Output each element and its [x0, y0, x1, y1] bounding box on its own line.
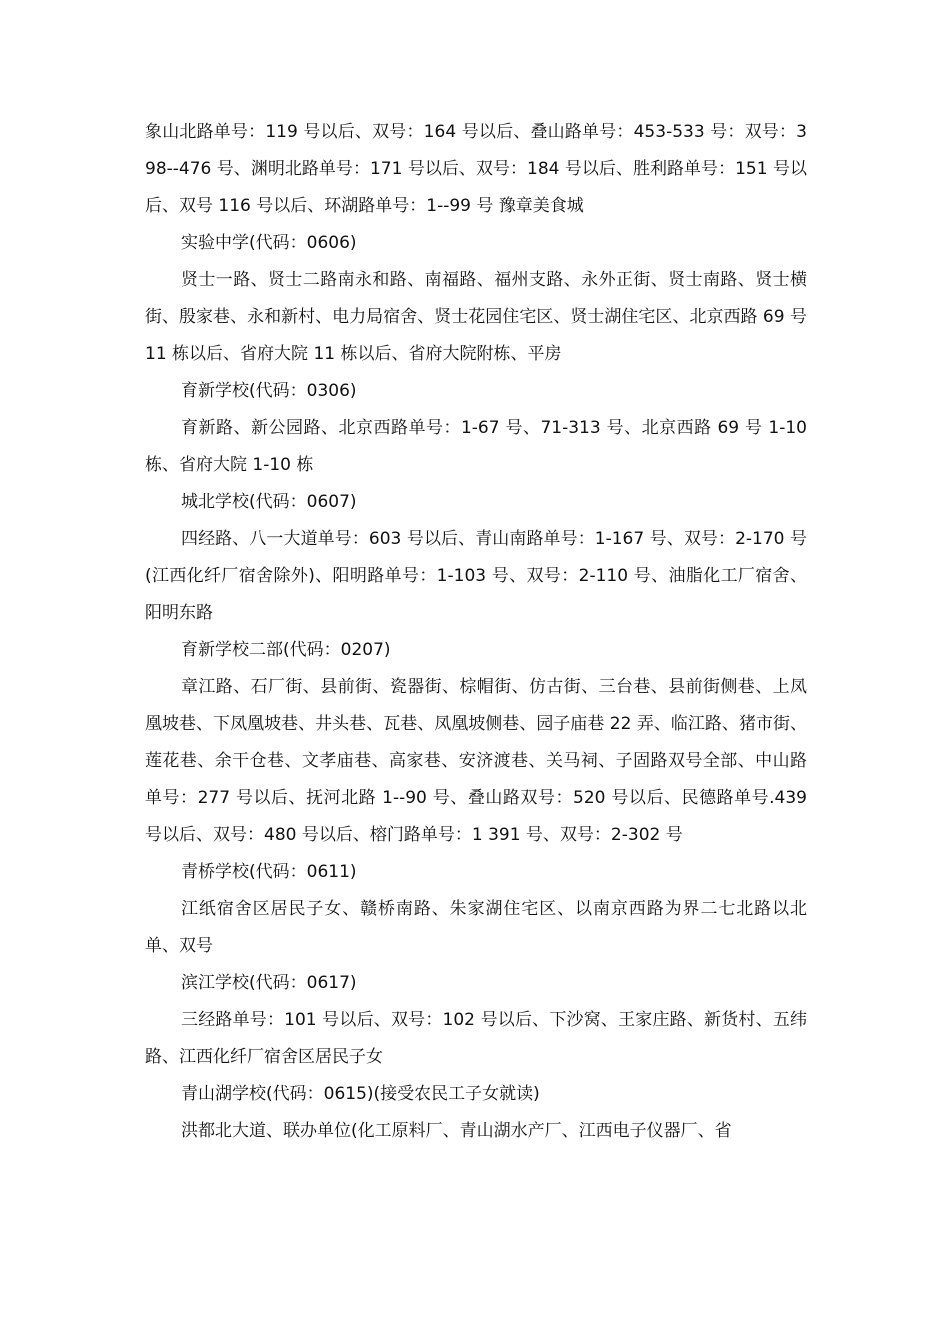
- school-heading-qingshanhu: 青山湖学校(代码：0615)(接受农民工子女就读): [181, 1084, 540, 1104]
- paragraph-street-list: 四经路、八一大道单号：603 号以后、青山南路单号：1-167 号、双号：2-170 号(江西化纤厂宿舍除外)、阳明路单号：1-103 号、双号：2-110 号、油脂化工厂宿舍、阳明东路: [145, 529, 807, 623]
- school-heading-shiyan: 实验中学(代码：0606): [181, 233, 357, 253]
- school-heading-qingqiao: 青桥学校(代码：0611): [181, 862, 357, 882]
- paragraph-street-list: 章江路、石厂街、县前街、瓷器街、棕帽街、仿古街、三台巷、县前街侧巷、上凤凰坡巷、下凤凰坡巷、井头巷、瓦巷、凤凰坡侧巷、园子庙巷 22 弄、临江路、猪市街、 莲花巷、余干仓巷、文孝庙巷、高家巷、安济渡巷、关马祠、子固路双号全部、中山路单号：277 号以后、抚河北路 1--90 号、叠山路双号：520 号以后、民德路单号.439 号以后、双号：480 号以后、榕门路单号：1 391 号、双号：2-302 号: [145, 677, 807, 845]
- paragraph-street-list: 贤士一路、贤士二路南永和路、南福路、福州支路、永外正街、贤士南路、贤士横街、殷家巷、永和新村、电力局宿舍、贤士花园住宅区、贤士湖住宅区、北京西路 69 号 11 栋以后、省府大院 11 栋以后、省府大院附栋、平房: [145, 270, 807, 364]
- school-heading-binjiang: 滨江学校(代码：0617): [181, 973, 357, 993]
- paragraph-street-list: 三经路单号：101 号以后、双号：102 号以后、下沙窝、王家庄路、新货村、五纬路、江西化纤厂宿舍区居民子女: [145, 1010, 807, 1067]
- paragraph-street-list: 育新路、新公园路、北京西路单号：1-67 号、71-313 号、北京西路 69 号 1-10 栋、省府大院 1-10 栋: [145, 418, 807, 475]
- paragraph-street-list: 江纸宿舍区居民子女、赣桥南路、朱家湖住宅区、以南京西路为界二七北路以北单、双号: [145, 899, 807, 956]
- paragraph-street-list-continued: 象山北路单号：119 号以后、双号：164 号以后、叠山路单号：453-533 号：双号：398--476 号、渊明北路单号：171 号以后、双号：184 号以后、胜利路单号：151 号以后、双号 116 号以后、环湖路单号：1--99 号 豫章美食城: [145, 122, 807, 216]
- school-heading-chengbei: 城北学校(代码：0607): [181, 492, 357, 512]
- paragraph-street-list: 洪都北大道、联办单位(化工原料厂、青山湖水产厂、江西电子仪器厂、省: [181, 1121, 732, 1141]
- document-body: [145, 114, 807, 1150]
- school-heading-yuxin: 育新学校(代码：0306): [181, 381, 357, 401]
- school-heading-yuxin-branch-two: 育新学校二部(代码：0207): [181, 640, 391, 660]
